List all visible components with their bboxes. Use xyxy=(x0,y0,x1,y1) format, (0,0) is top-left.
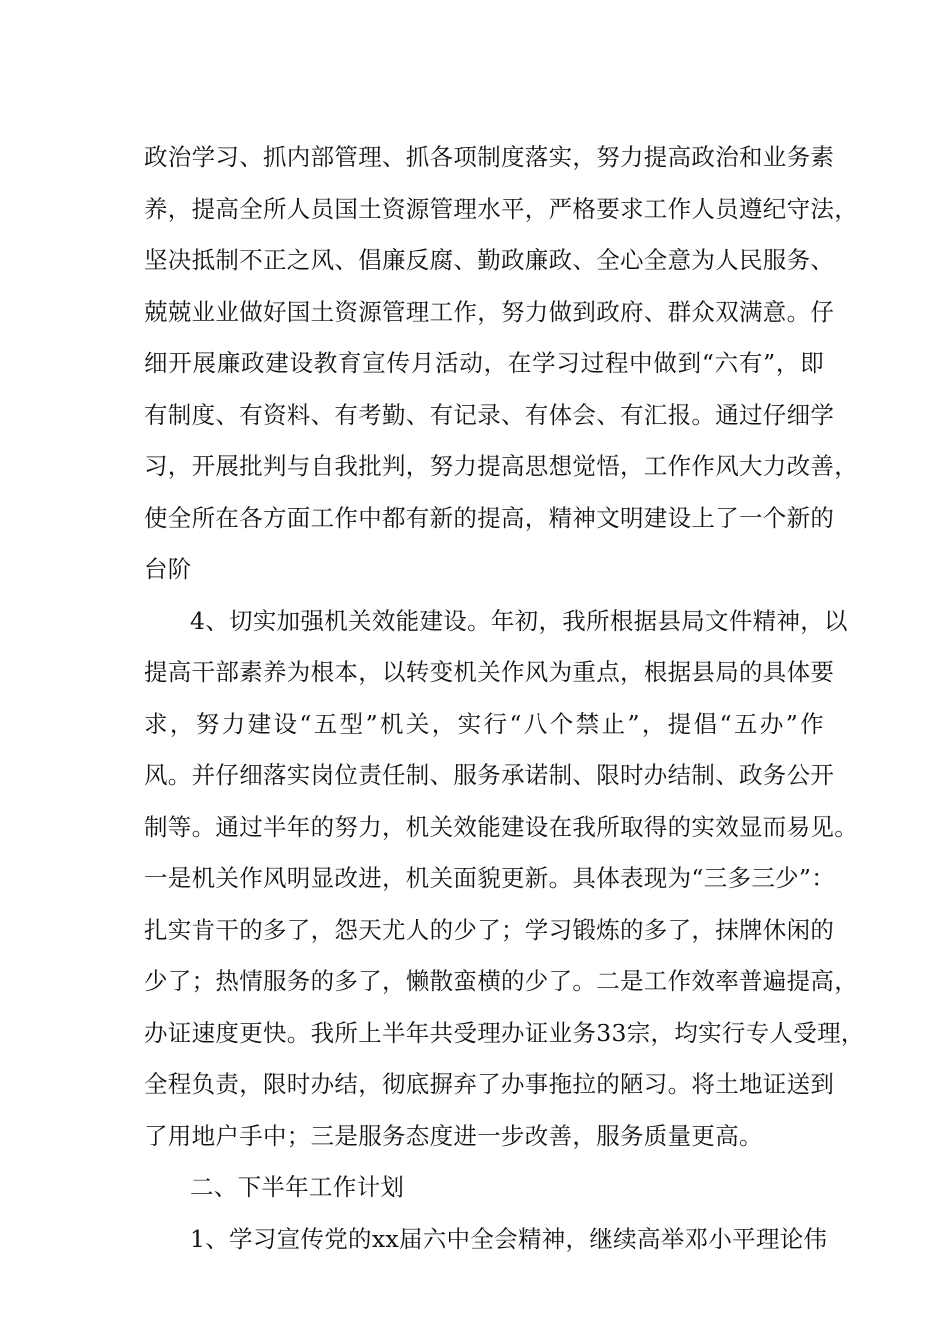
text-line: 少了；热情服务的多了，懒散蛮横的少了。二是工作效率普遍提高， xyxy=(144,967,858,995)
text-line: 习，开展批判与自我批判，努力提高思想觉悟，工作作风大力改善， xyxy=(144,452,858,480)
text-line: 有制度、有资料、有考勤、有记录、有体会、有汇报。通过仔细学 xyxy=(144,400,835,429)
paragraph-first-line: 1、学习宣传党的xx届六中全会精神，继续高举邓小平理论伟 xyxy=(190,1224,828,1253)
text-line: 细开展廉政建设教育宣传月活动，在学习过程中做到“六有”，即 xyxy=(144,349,824,377)
text-line: 扎实肯干的多了，怨天尤人的少了；学习锻炼的多了，抹牌休闲的 xyxy=(144,915,835,944)
text-line: 提高干部素养为根本，以转变机关作风为重点，根据县局的具体要 xyxy=(144,658,835,686)
text-line: 了用地户手中；三是服务态度进一步改善，服务质量更高。 xyxy=(144,1121,763,1150)
text-line: 政治学习、抓内部管理、抓各项制度落实，努力提高政治和业务素 xyxy=(144,143,835,171)
text-line: 兢兢业业做好国土资源管理工作，努力做到政府、群众双满意。仔 xyxy=(144,297,835,326)
document-body xyxy=(144,132,865,1265)
text-line: 养，提高全所人员国土资源管理水平，严格要求工作人员遵纪守法， xyxy=(144,194,858,223)
text-line: 一是机关作风明显改进，机关面貌更新。具体表现为“三多三少”： xyxy=(144,864,836,892)
section-heading: 二、下半年工作计划 xyxy=(190,1173,405,1201)
text-line: 办证速度更快。我所上半年共受理办证业务33宗，均实行专人受理， xyxy=(144,1018,865,1047)
text-line: 全程负责，限时办结，彻底摒弃了办事拖拉的陋习。将土地证送到 xyxy=(144,1070,835,1098)
text-line: 坚决抵制不正之风、倡廉反腐、勤政廉政、全心全意为人民服务、 xyxy=(144,246,835,274)
text-line: 制等。通过半年的努力，机关效能建设在我所取得的实效显而易见。 xyxy=(144,812,858,841)
text-line: 台阶 xyxy=(144,555,192,583)
paragraph-first-line: 4、切实加强机关效能建设。年初，我所根据县局文件精神，以 xyxy=(190,606,848,635)
text-line: 使全所在各方面工作中都有新的提高，精神文明建设上了一个新的 xyxy=(144,503,835,532)
text-line: 风。并仔细落实岗位责任制、服务承诺制、限时办结制、政务公开 xyxy=(144,761,835,789)
text-line: 求，努力建设“五型”机关，实行“八个禁止”，提倡“五办”作 xyxy=(144,709,824,738)
